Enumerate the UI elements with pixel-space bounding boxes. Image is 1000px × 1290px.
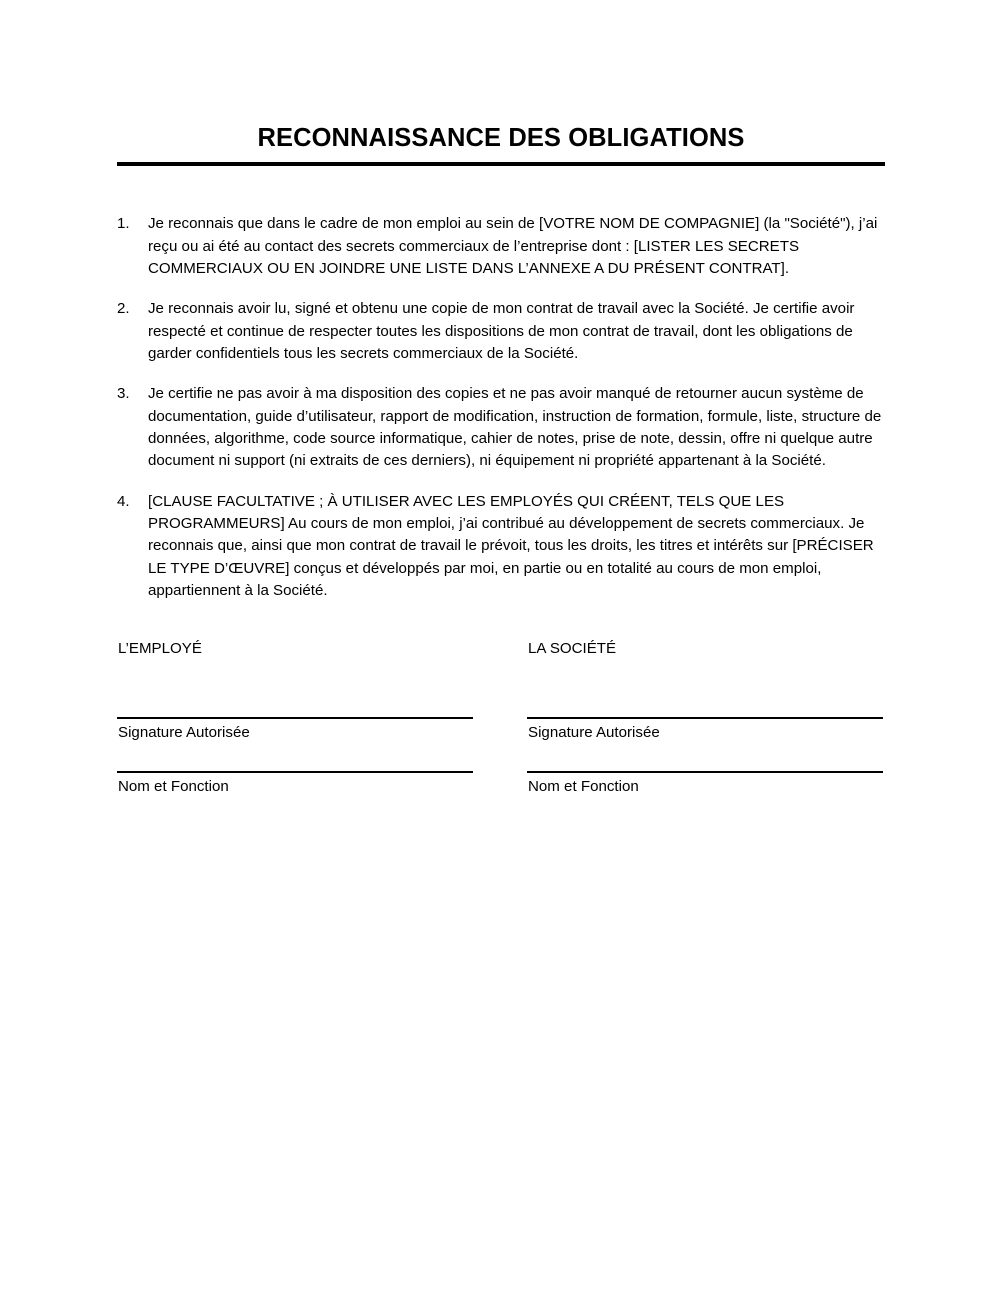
clause-text-3: Je certifie ne pas avoir à ma disposition des copies et ne pas avoir manqué de retourner aucun système de documentation, guide d’utilisateur, rapport de modification, instruction de formation, formule, liste, structure de données, algorithme, code source informatique, cahier de notes, prise de note, dessin, offre ni quelque autre document ni support (ni extraits de ces derniers), ni équipement ni propriété appartenant à la Société. <box>148 385 882 470</box>
clause-item-1 <box>117 213 885 280</box>
company-name-field[interactable] <box>527 771 883 797</box>
company-name-line[interactable] <box>527 771 883 773</box>
clause-number-2: 2. <box>117 300 130 318</box>
clause-text-4: [CLAUSE FACULTATIVE ; À UTILISER AVEC LES EMPLOYÉS QUI CRÉENT, TELS QUE LES PROGRAMMEURS] Au cours de mon emploi, j’ai contribué au développement de secrets commerciaux. Je reconnais que, ainsi que mon contrat de travail le prévoit, tous les droits, les titres et intérêts sur [PRÉCISER LE TYPE D’ŒUVRE] conçus et développés par moi, en partie ou en totalité au cours de mon emploi, appartiennent à la Société. <box>148 492 874 599</box>
clause-item-4 <box>117 491 885 603</box>
employee-signature-caption: Signature Autorisée <box>118 724 250 742</box>
employee-party-label: L’EMPLOYÉ <box>118 640 202 658</box>
clause-text-1: Je reconnais que dans le cadre de mon emploi au sein de [VOTRE NOM DE COMPAGNIE] (la "Société"), j’ai reçu ou ai été au contact des secrets commerciaux de l’entreprise dont : [LISTER LES SECRETS COMMERCIAUX OU EN JOINDRE UNE LISTE DANS L’ANNEXE A DU PRÉSENT CONTRAT]. <box>148 215 878 277</box>
clause-item-2 <box>117 298 885 365</box>
clause-number-3: 3. <box>117 385 130 403</box>
company-signature-field[interactable] <box>527 717 883 743</box>
signature-column-employee <box>117 638 473 797</box>
employee-name-caption: Nom et Fonction <box>118 778 229 796</box>
clause-item-3 <box>117 383 885 472</box>
clause-number-4: 4. <box>117 492 130 510</box>
page-title: RECONNAISSANCE DES OBLIGATIONS <box>257 124 745 152</box>
clause-number-1: 1. <box>117 215 130 233</box>
company-name-caption: Nom et Fonction <box>528 778 639 796</box>
signature-block <box>117 638 885 797</box>
document-content <box>117 0 885 798</box>
employee-name-line[interactable] <box>117 771 473 773</box>
company-party-label: LA SOCIÉTÉ <box>528 640 617 658</box>
employee-signature-field[interactable] <box>117 717 473 743</box>
title-divider <box>117 162 885 166</box>
employee-signature-line[interactable] <box>117 717 473 719</box>
signature-column-company <box>527 638 883 797</box>
company-signature-line[interactable] <box>527 717 883 719</box>
clause-text-2: Je reconnais avoir lu, signé et obtenu une copie de mon contrat de travail avec la Société. Je certifie avoir respecté et continue de respecter toutes les dispositions de mon contrat de travail, dont les obligations de garder confidentiels tous les secrets commerciaux de la Société. <box>148 300 855 362</box>
clause-list <box>117 213 885 602</box>
company-signature-caption: Signature Autorisée <box>528 724 660 742</box>
employee-name-field[interactable] <box>117 771 473 797</box>
